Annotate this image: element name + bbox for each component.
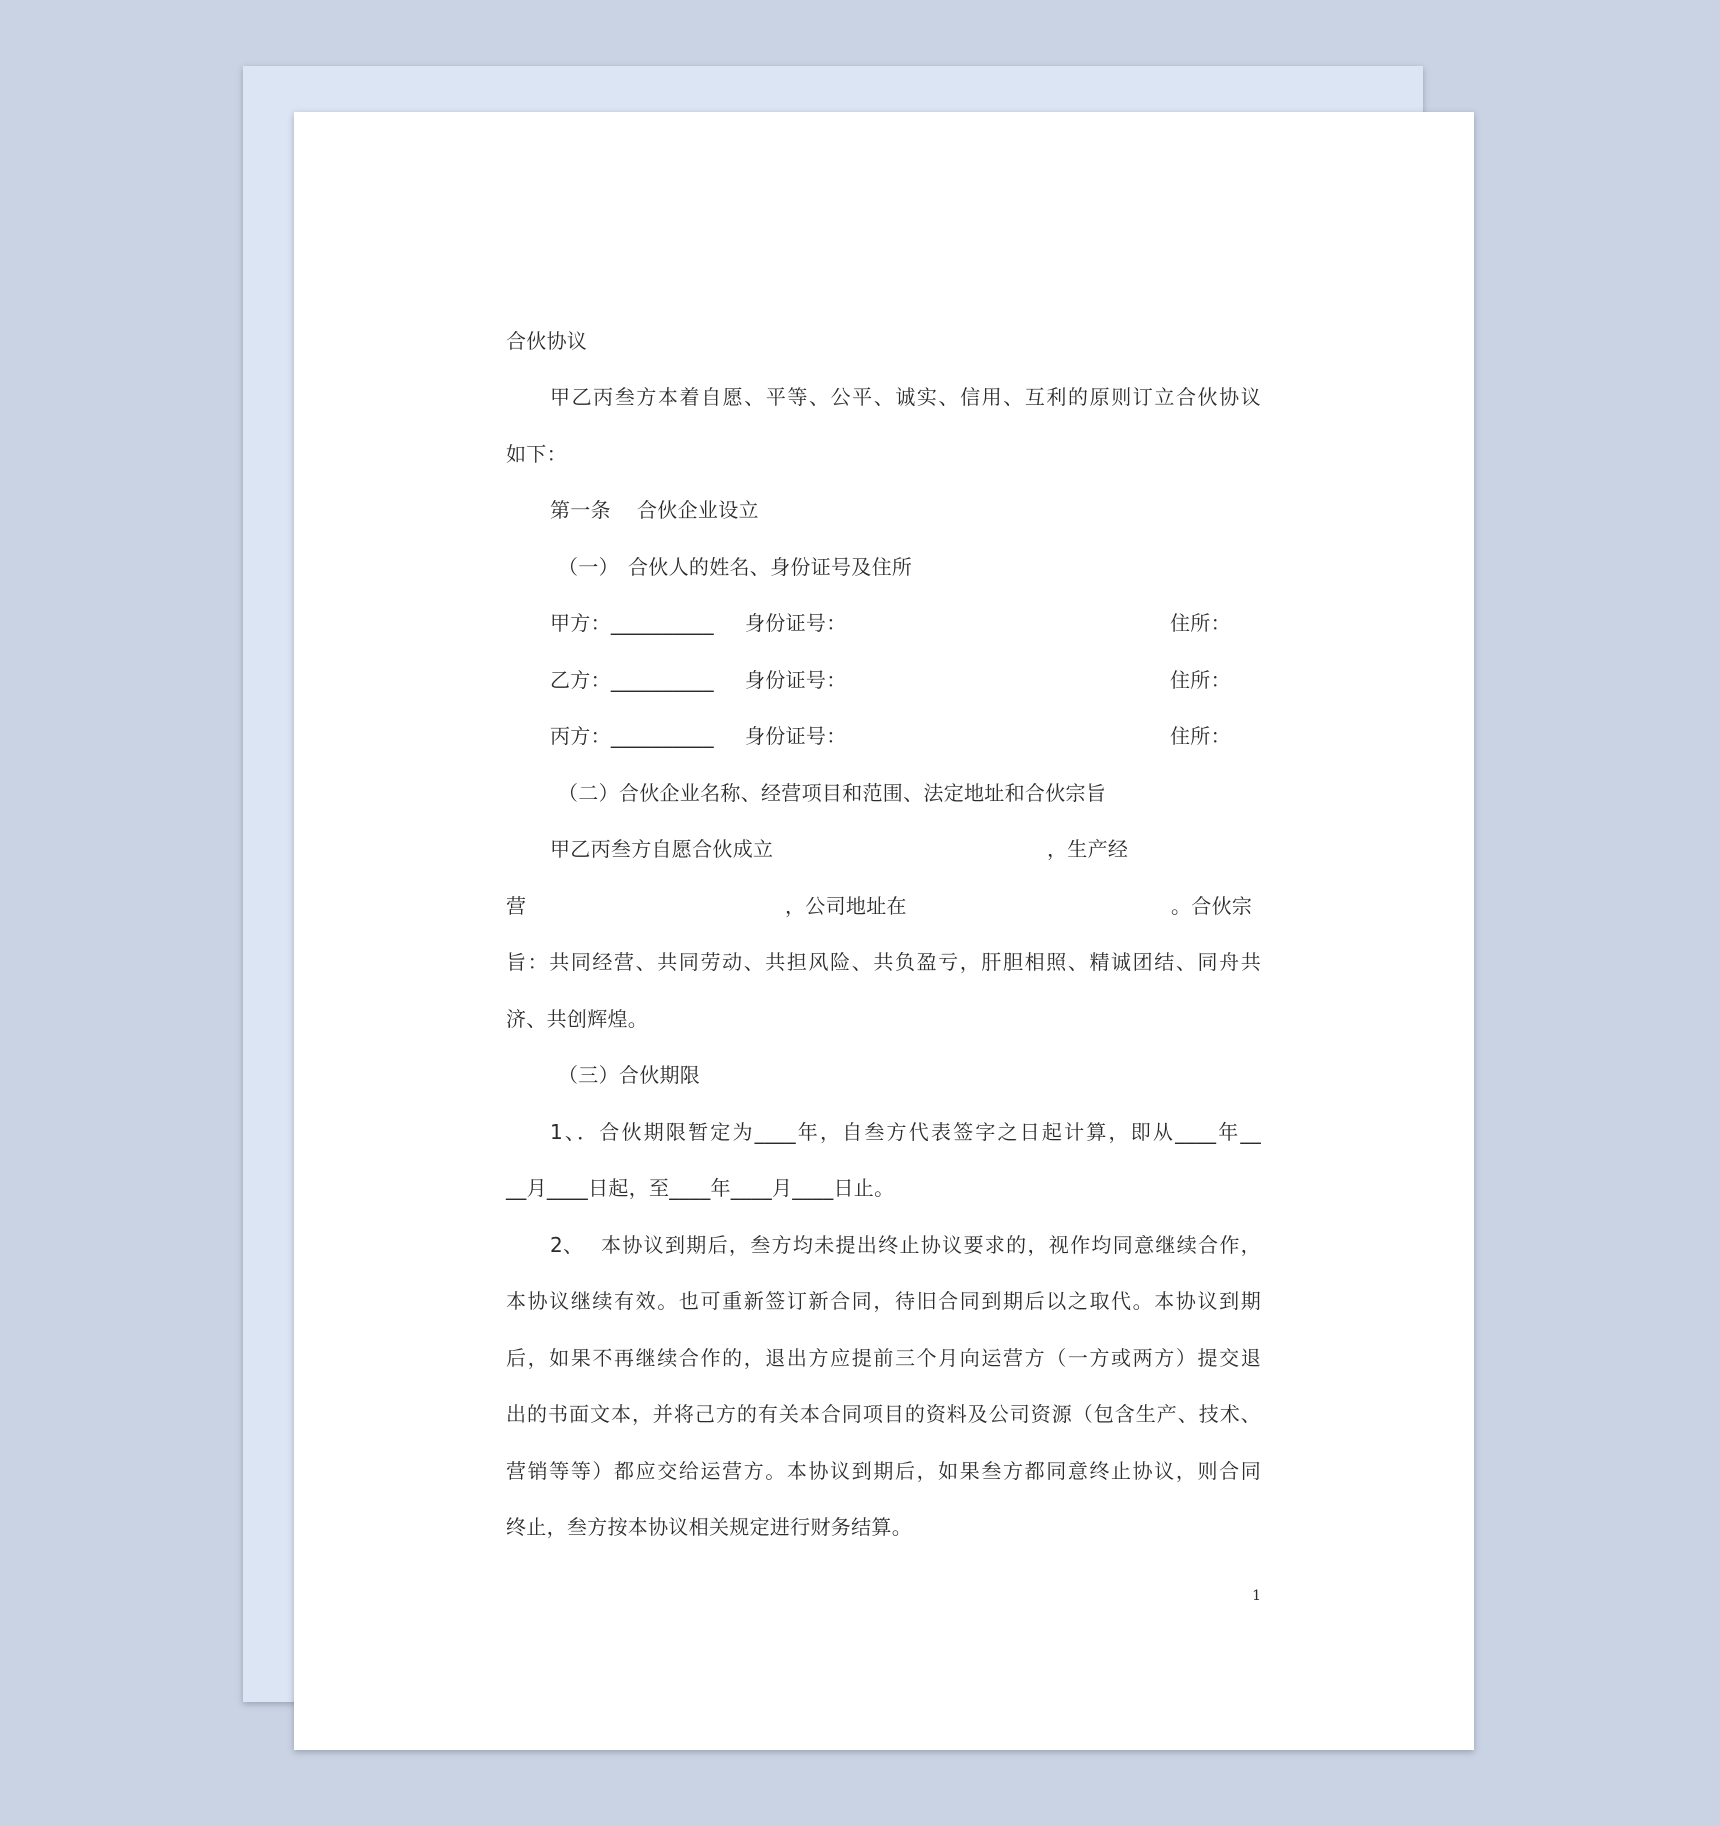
company-address-text: ，公司地址在 bbox=[785, 894, 907, 918]
party-name-field: 乙方：__________ bbox=[550, 668, 714, 692]
clause-number: 2、 bbox=[550, 1233, 584, 1257]
intro-paragraph-line: 如下： bbox=[506, 442, 567, 466]
renewal-clause-line bbox=[550, 1230, 1261, 1260]
section-title: 合伙人的姓名、身份证号及住所 bbox=[628, 555, 913, 579]
page-number: 1 bbox=[1252, 1588, 1261, 1604]
body-text-line: 旨：共同经营、共同劳动、共担风险、共负盈亏，肝胆相照、精诚团结、同舟共 bbox=[506, 950, 1261, 974]
section-heading: （三）合伙期限 bbox=[558, 1063, 701, 1087]
partnership-purpose-text: 。合伙宗 bbox=[1171, 894, 1253, 918]
renewal-clause-line: 营销等等）都应交给运营方。本协议到期后，如果叁方都同意终止协议，则合同 bbox=[506, 1459, 1261, 1483]
party-row bbox=[550, 608, 1261, 638]
party-row bbox=[550, 721, 1261, 751]
renewal-clause-line: 后，如果不再继续合作的，退出方应提前三个月向运营方（一方或两方）提交退 bbox=[506, 1346, 1261, 1370]
party-id-field: 身份证号： bbox=[745, 611, 847, 635]
company-establishment-text: 甲乙丙叁方自愿合伙成立 bbox=[550, 837, 774, 861]
body-text-line bbox=[506, 891, 1261, 921]
document-title: 合伙协议 bbox=[506, 329, 588, 353]
article-heading bbox=[550, 495, 1261, 525]
section-heading bbox=[558, 552, 1261, 582]
article-number: 第一条 bbox=[550, 498, 611, 522]
renewal-clause-line: 终止，叁方按本协议相关规定进行财务结算。 bbox=[506, 1515, 912, 1539]
party-id-field: 身份证号： bbox=[745, 668, 847, 692]
business-scope-text: 营 bbox=[506, 894, 527, 918]
body-text-line bbox=[550, 834, 1261, 864]
renewal-clause-line: 出的书面文本，并将己方的有关本合同项目的资料及公司资源（包含生产、技术、 bbox=[506, 1402, 1261, 1426]
party-address-field: 住所： bbox=[1170, 611, 1231, 635]
renewal-clause-text: 本协议到期后，叁方均未提出终止协议要求的，视作均同意继续合作， bbox=[601, 1233, 1261, 1257]
business-scope-text: ，生产经 bbox=[1047, 837, 1129, 861]
party-row bbox=[550, 665, 1261, 695]
term-clause-line: __月____日起，至____年____月____日止。 bbox=[506, 1176, 895, 1200]
party-address-field: 住所： bbox=[1170, 668, 1231, 692]
document-page bbox=[294, 112, 1474, 1750]
party-address-field: 住所： bbox=[1170, 724, 1231, 748]
party-name-field: 甲方：__________ bbox=[550, 611, 714, 635]
renewal-clause-line: 本协议继续有效。也可重新签订新合同，待旧合同到期后以之取代。本协议到期 bbox=[506, 1289, 1261, 1313]
body-text-line: 济、共创辉煌。 bbox=[506, 1007, 649, 1031]
intro-paragraph-line: 甲乙丙叁方本着自愿、平等、公平、诚实、信用、互利的原则订立合伙协议 bbox=[550, 385, 1261, 409]
article-title: 合伙企业设立 bbox=[637, 498, 759, 522]
party-name-field: 丙方：__________ bbox=[550, 724, 714, 748]
section-heading: （二）合伙企业名称、经营项目和范围、法定地址和合伙宗旨 bbox=[558, 781, 1107, 805]
section-number: （一） bbox=[558, 555, 619, 579]
party-id-field: 身份证号： bbox=[745, 724, 847, 748]
term-clause-line: 1、．合伙期限暂定为____年，自叁方代表签字之日起计算，即从____年__ bbox=[550, 1120, 1261, 1144]
